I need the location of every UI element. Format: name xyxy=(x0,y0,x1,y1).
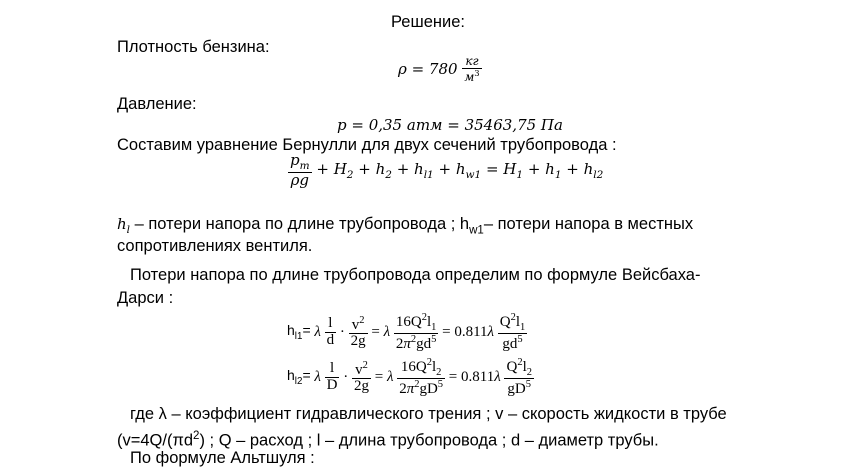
density-lhs: ρ = 780 xyxy=(398,60,458,79)
hl1-formula: $h_{l1}= \lambda$ $\frac{l}{d}$ · $\frac{v^2}{2g}$ = λ $\frac{16Q^2l_1}{2\pi^2gd^5}$ = 0.811λ $\frac{Q^2l_1}{gd^5}$ xyxy=(287,312,526,353)
hl2-formula: $h_{l2}= \lambda$ $\frac{l}{D}$ · $\frac{v^2}{2g}$ = λ $\frac{16Q^2l_2}{2\pi^2gD^5}$ = 0.811λ $\frac{Q^2l_2}{gD^5}$ xyxy=(287,357,532,398)
bernoulli-intro: Составим уравнение Бернулли для двух сечений трубопровода : xyxy=(117,136,617,154)
loss-definition-line2: сопротивлениях вентиля. xyxy=(117,237,313,255)
density-unit-num: кг xyxy=(462,55,481,69)
weisbach-line1: Потери напора по длине трубопровода определим по формуле Вейсбаха- xyxy=(130,266,701,284)
solution-heading: Решение: xyxy=(391,13,465,31)
bernoulli-frac-num: $p_m$ xyxy=(290,151,310,172)
bernoulli-equation xyxy=(288,153,603,189)
weisbach-line2: Дарси : xyxy=(117,289,174,307)
bernoulli-frac-den: ρg xyxy=(290,171,309,190)
loss-definition-line1: $h_l$ – потери напора по длине трубопровода ; $h_{w1}-$ потери напора в местных xyxy=(117,215,694,237)
hl2-coef: 0.811 xyxy=(461,368,495,385)
hl1-label: $h_{l1}=$ xyxy=(287,322,311,343)
density-unit-den: $м^3$ xyxy=(464,67,480,84)
bernoulli-rhs: + $H_2 + h_2 + h_{l1} + h_{w1} = H_1 + h_1 + h_{l2}$ xyxy=(316,160,604,182)
pressure-label: Давление: xyxy=(117,95,197,113)
hl2-label: $h_{l2}=$ xyxy=(287,367,311,388)
density-equation xyxy=(398,55,482,83)
density-label: Плотность бензина: xyxy=(117,38,270,56)
altshul-line: По формуле Альтшуля : xyxy=(130,449,315,467)
where-line1: где λ – коэффициент гидравлического трения ; v – скорость жидкости в трубе xyxy=(130,405,727,423)
hl1-coef: 0.811 xyxy=(454,323,488,340)
right-margin xyxy=(838,0,844,468)
where-line2: ($v=4Q/(\pi d^2)$ ; Q – расход ; l – длина трубопровода ; d – диаметр трубы. xyxy=(117,430,659,450)
pressure-equation: p = 0,35 атм = 35463,75 Па xyxy=(337,116,563,134)
